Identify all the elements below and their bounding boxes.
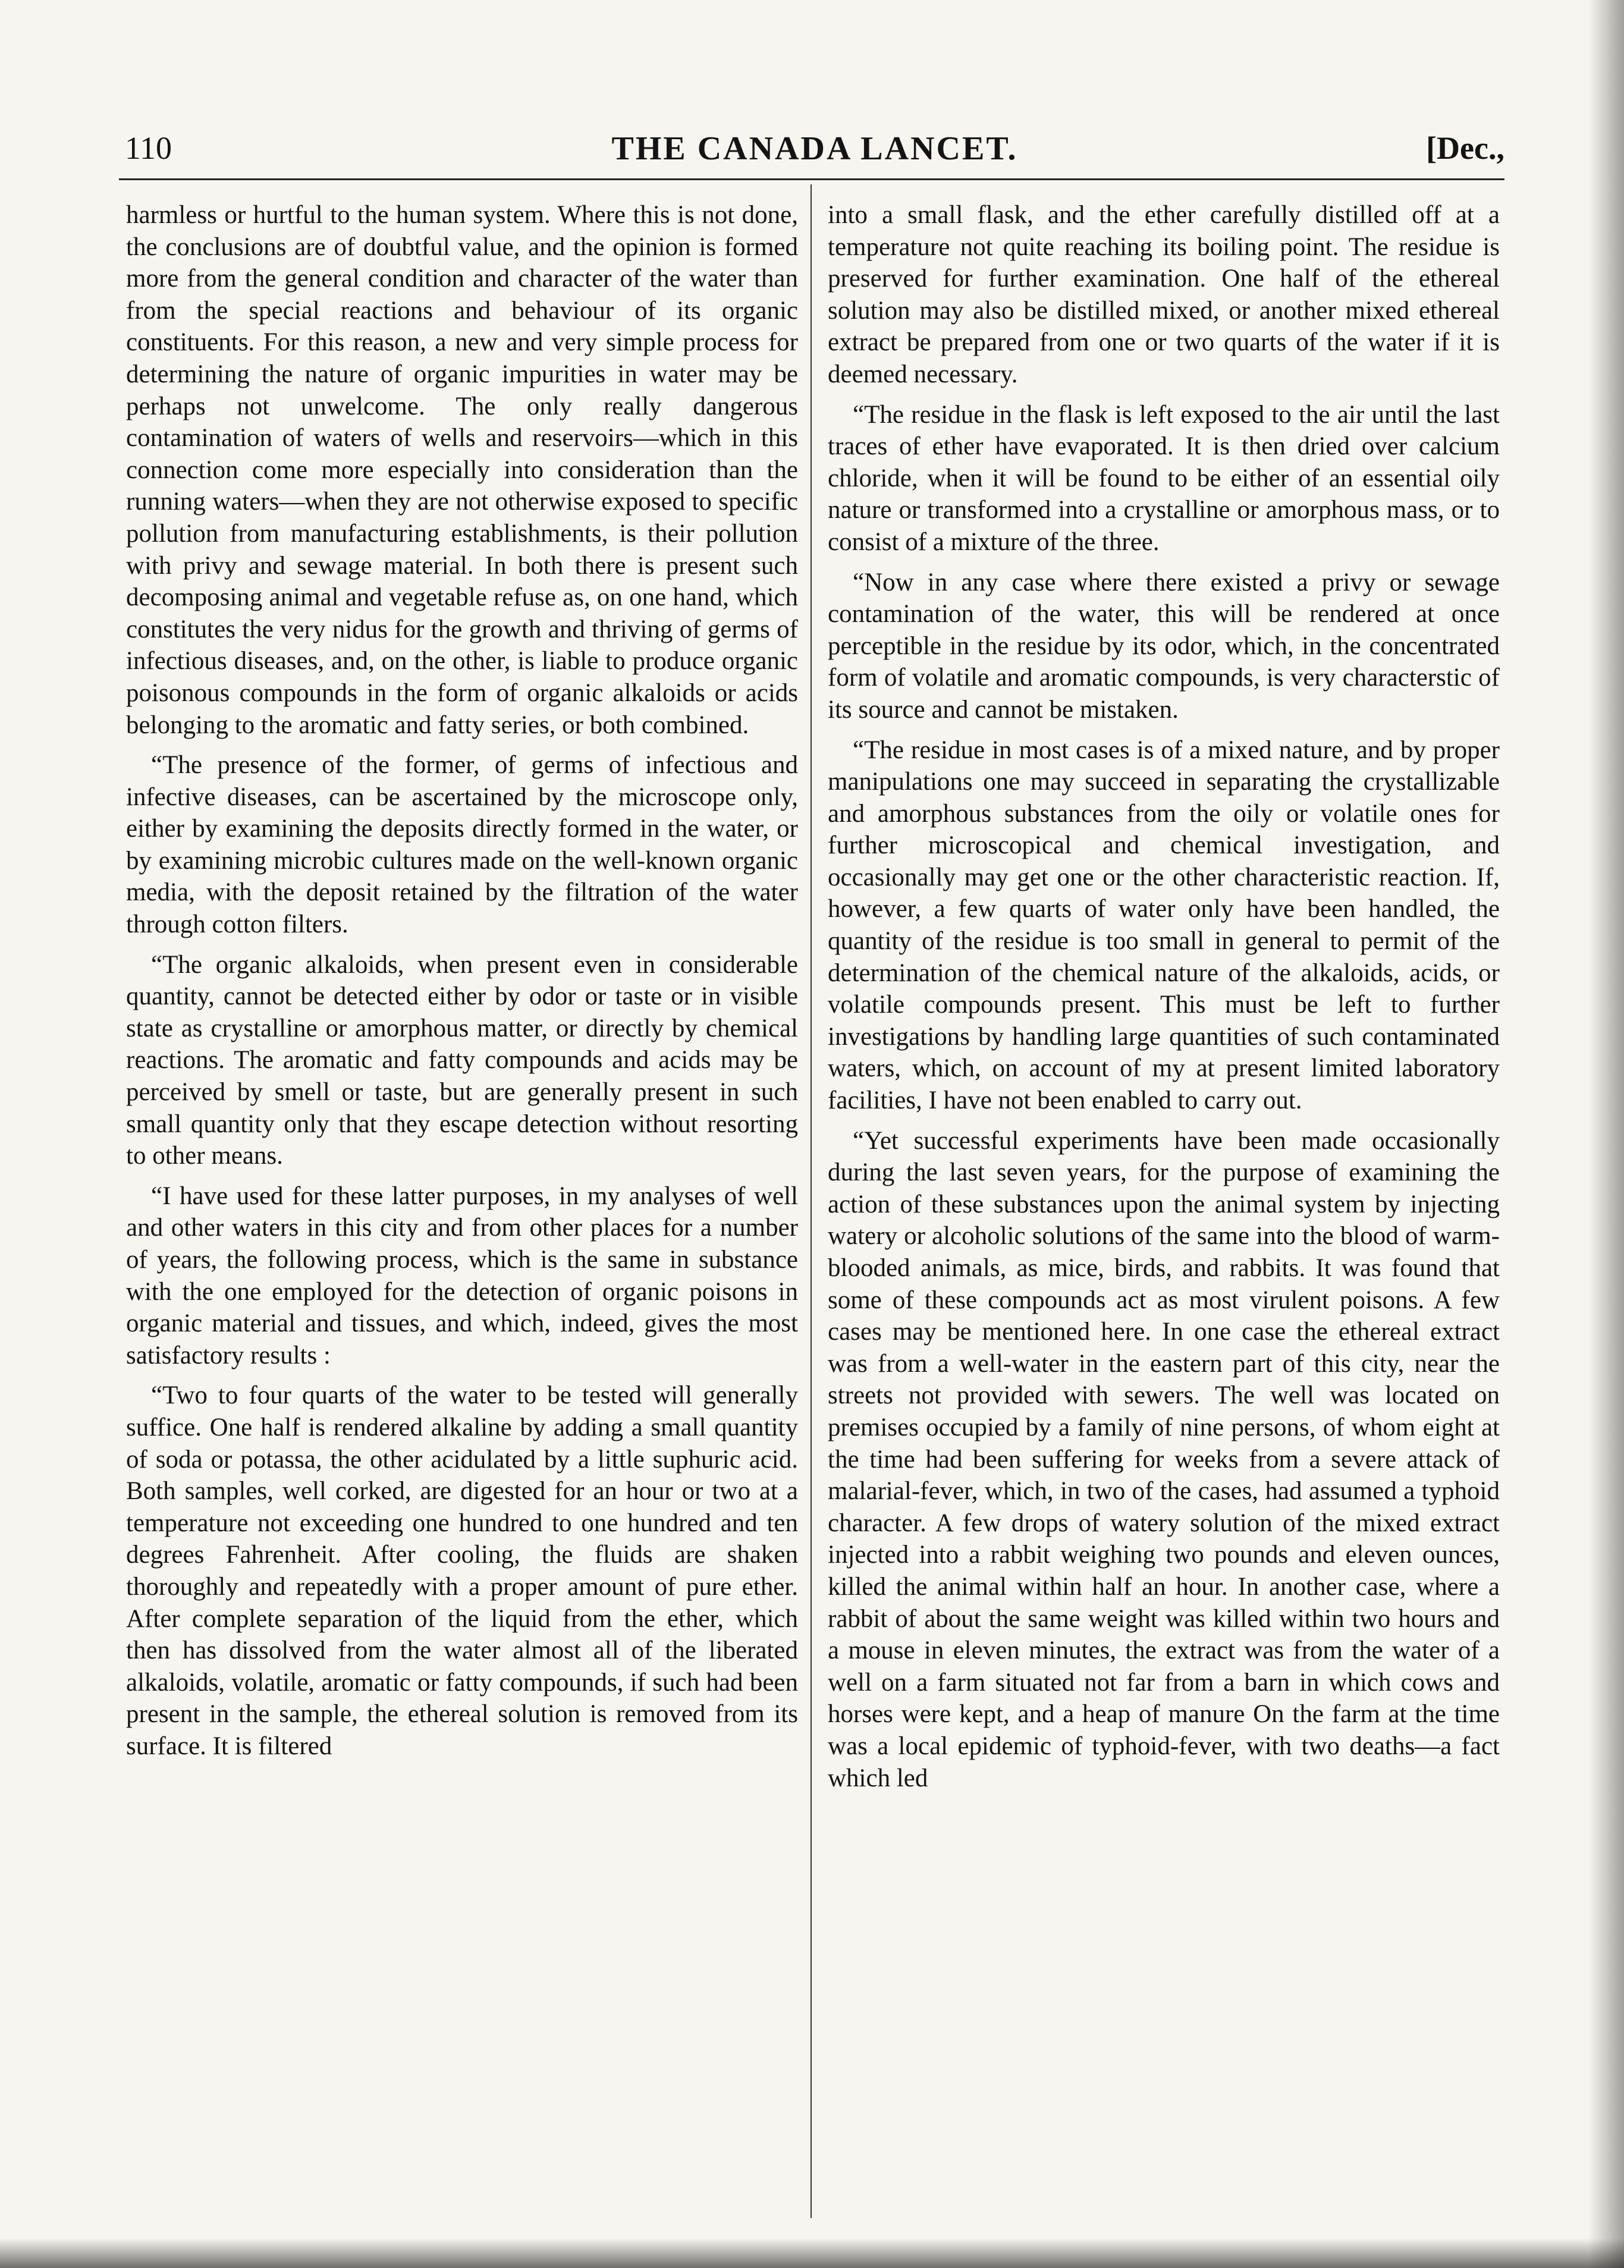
paragraph: “Now in any case where there existed a privy or sewage contamination of the water, this will be rendered at once perceptible in the residue by its odor, which, in the concentrated form of volatile and aromatic compounds, is very characterstic of its source and cannot be mistaken. [828, 568, 1500, 724]
issue-month: [Dec., [1426, 130, 1504, 166]
paragraph: “Two to four quarts of the water to be tested will generally suffice. One half is rendered alkaline by adding a small quantity of soda or potassa, the other acidulated by a little suphuric acid. Both samples, well corked, are digested for an hour or two at a temperature not exceeding one hundred to one hundred and ten degrees Fahrenheit. After cooling, the fluids are shaken thoroughly and repeatedly with a proper amount of pure ether. After complete separation of the liquid from the ether, which then has dissolved from the water almost all of the liberated alkaloids, volatile, aromatic or fatty compounds, if such had been present in the sample, the ethereal solution is removed from its surface. It is filtered [126, 1381, 798, 1760]
column-divider [811, 184, 812, 2218]
paragraph: “The residue in the flask is left exposed to the air until the last traces of ether have evaporated. It is then dried over calcium chloride, when it will be found to be either of an essential oily nature or transformed into a crystalline or amorphous mass, or to consist of a mixture of the three. [828, 400, 1500, 556]
scan-edge-shadow [1588, 0, 1624, 2268]
scan-bottom-shadow [0, 2238, 1624, 2268]
running-header [125, 130, 1504, 177]
paragraph: “The organic alkaloids, when present even in considerable quantity, cannot be detected either by odor or taste or in visible state as crystalline or amorphous matter, or directly by chemical reactions. The aromatic and fatty compounds and acids may be perceived by smell or taste, but are generally present in such small quantity only that they escape detection without resorting to other means. [126, 950, 798, 1170]
paragraph: “The residue in most cases is of a mixed nature, and by proper manipulations one may succeed in separating the crystallizable and amorphous substances from the oily or volatile ones for further microscopical and chemical investigation, and occasionally may get one or the other characteristic reaction. If, however, a few quarts of water only have been handled, the quantity of the residue is too small in general to permit of the determination of the chemical nature of the alkaloids, acids, or volatile compounds present. This must be left to further investigations by handling large quantities of such contaminated waters, which, on account of my at present limited laboratory facilities, I have not been enabled to carry out. [828, 736, 1500, 1115]
journal-title: THE CANADA LANCET. [611, 130, 1018, 167]
left-column [126, 199, 798, 1763]
header-rule [119, 178, 1504, 180]
paragraph: “The presence of the former, of germs of infectious and infective diseases, can be ascertained by the microscope only, either by examining the deposits directly formed in the water, or by examining microbic cultures made on the well-known organic media, with the deposit retained by the filtration of the water through cotton filters. [126, 751, 798, 939]
paragraph: “I have used for these latter purposes, in my analyses of well and other waters in this city and from other places for a number of years, the following process, which is the same in substance with the one employed for the detection of organic poisons in organic material and tissues, and which, indeed, gives the most satisfactory results : [126, 1182, 798, 1369]
paragraph: “Yet successful experiments have been made occasionally during the last seven years, for the purpose of examining the action of these substances upon the animal system by injecting watery or alcoholic solutions of the same into the blood of warm-blooded animals, as mice, birds, and rabbits. It was found that some of these compounds act as most virulent poisons. A few cases may be mentioned here. In one case the ethereal extract was from a well-water in the eastern part of this city, near the streets not provided with sewers. The well was located on premises occupied by a family of nine persons, of whom eight at the time had been suffering for weeks from a severe attack of malarial-fever, which, in two of the cases, had assumed a typhoid character. A few drops of watery solution of the mixed extract injected into a rabbit weighing two pounds and eleven ounces, killed the animal within half an hour. In another case, where a rabbit of about the same weight was killed within two hours and a mouse in eleven minutes, the extract was from the water of a well on a farm situated not far from a barn in which cows and horses were kept, and a heap of manure On the farm at the time was a local epidemic of typhoid-fever, with two deaths—a fact which led [828, 1126, 1500, 1792]
paragraph: into a small flask, and the ether carefully distilled off at a temperature not quite reaching its boiling point. The residue is preserved for further examination. One half of the ethereal solution may also be distilled mixed, or another mixed ethereal extract be prepared from one or two quarts of the water if it is deemed necessary. [828, 201, 1500, 388]
page-number: 110 [125, 130, 172, 166]
right-column [828, 199, 1500, 1794]
paragraph: harmless or hurtful to the human system. Where this is not done, the conclusions are of doubtful value, and the opinion is formed more from the general condition and character of the water than from the special reactions and behaviour of its organic constituents. For this reason, a new and very simple process for determining the nature of organic impurities in water may be perhaps not unwelcome. The only really dangerous contamination of waters of wells and reservoirs—which in this connection come more especially into consideration than the running waters—when they are not otherwise exposed to specific pollution from manufacturing establishments, is their pollution with privy and sewage material. In both there is present such decomposing animal and vegetable refuse as, on one hand, which constitutes the very nidus for the growth and thriving of germs of infectious diseases, and, on the other, is liable to produce organic poisonous compounds in the form of organic alkaloids or acids belonging to the aromatic and fatty series, or both combined. [126, 201, 798, 739]
